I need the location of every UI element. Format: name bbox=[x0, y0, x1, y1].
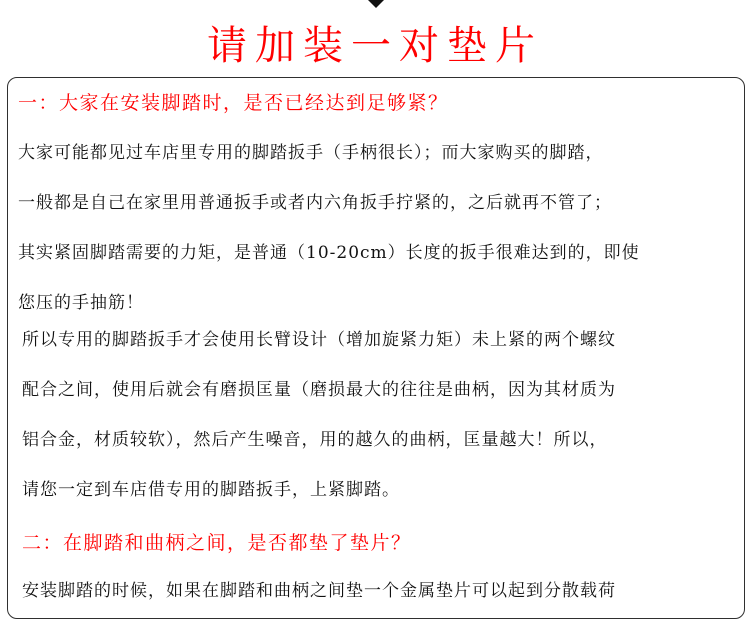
section1-p1-line2: 一般都是自己在家里用普通扳手或者内六角扳手拧紧的，之后就再不管了； bbox=[18, 193, 612, 213]
section1-p2-line2: 配合之间，使用后就会有磨损匡量（磨损最大的往往是曲柄，因为其材质为 bbox=[22, 380, 616, 400]
section1-p2-line1: 所以专用的脚踏扳手才会使用长臂设计（增加旋紧力矩）未上紧的两个螺纹 bbox=[22, 330, 616, 350]
section1-p2-line4: 请您一定到车店借专用的脚踏扳手，上紧脚踏。 bbox=[22, 480, 400, 500]
section2-heading: 二：在脚踏和曲柄之间，是否都垫了垫片？ bbox=[22, 532, 412, 554]
chevron-down-icon bbox=[368, 0, 384, 8]
content-card bbox=[7, 77, 745, 619]
section1-heading: 一：大家在安装脚踏时，是否已经达到足够紧？ bbox=[18, 92, 449, 114]
section2-p1-line1: 安装脚踏的时候，如果在脚踏和曲柄之间垫一个金属垫片可以起到分散载荷 bbox=[22, 581, 616, 601]
section1-p1-line1: 大家可能都见过车店里专用的脚踏扳手（手柄很长）；而大家购买的脚踏， bbox=[18, 143, 604, 163]
section1-p1-line3: 其实紧固脚踏需要的力矩，是普通（10-20cm）长度的扳手很难达到的，即使 bbox=[18, 243, 640, 263]
page-title: 请加装一对垫片 bbox=[207, 23, 543, 69]
section1-p2-line3: 铝合金，材质较软），然后产生噪音，用的越久的曲柄，匡量越大！所以， bbox=[22, 430, 608, 450]
section1-p1-line4: 您压的手抽筋！ bbox=[18, 293, 144, 313]
